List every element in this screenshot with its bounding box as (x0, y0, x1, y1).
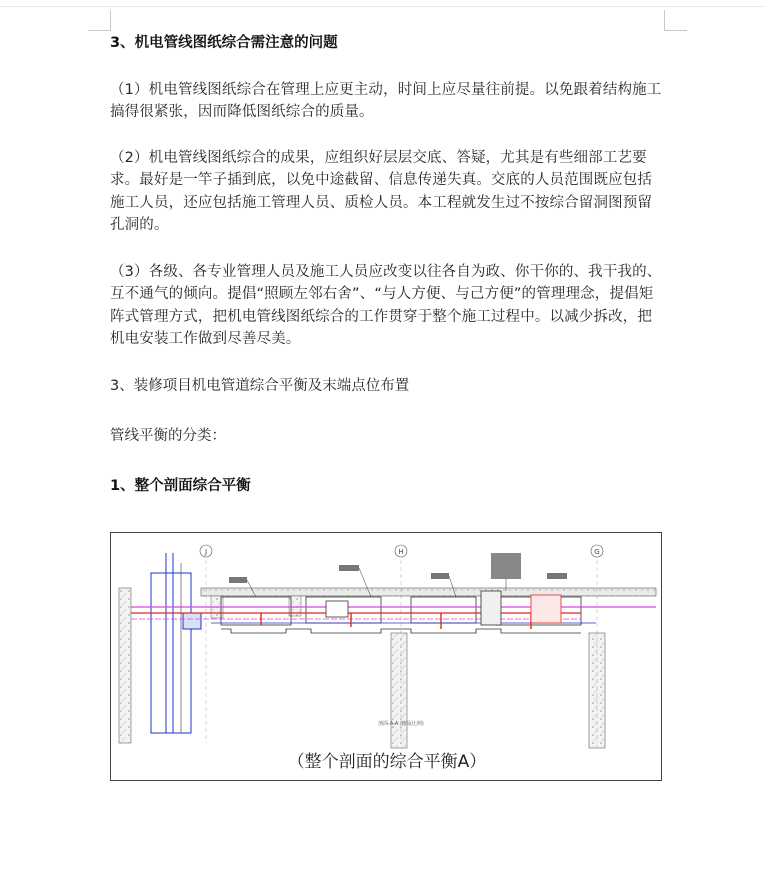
figure-caption: （整个剖面的综合平衡A） (287, 752, 487, 772)
floor-slab (201, 588, 656, 596)
section-heading: 3、机电管线图纸综合需注意的问题 (110, 35, 338, 51)
paragraph-3: （3）各级、各专业管理人员及施工人员应改变以往各自为政、你干你的、我干我的、互不通气的倾向。提倡“照顾左邻右舍”、“与人方便、与己方便”的管理理念，提倡矩阵式管理方式，把机电管线图纸综合的工作贯穿于整个施工过程中。以减少拆改，把机电安装工作做到尽善尽美。 (110, 264, 662, 347)
axis-label-j: J (204, 548, 208, 556)
section-drawing (111, 533, 662, 781)
tag-4 (491, 553, 521, 579)
riser-equipment (183, 613, 201, 629)
equipment-2 (481, 591, 501, 625)
tag-5 (547, 573, 567, 579)
subsection-heading: 1、整个剖面综合平衡 (110, 478, 251, 494)
equipment-1 (326, 601, 348, 617)
tag-2 (339, 565, 359, 571)
section-subheading: 3、装修项目机电管道综合平衡及末端点位布置 (110, 378, 410, 394)
drawing-note: 剖面-A-A 剖面(比例) (378, 721, 424, 727)
riser-shaft (151, 573, 191, 733)
page-top-rule (0, 6, 766, 7)
tag-1 (229, 577, 247, 583)
equipment-3 (531, 595, 561, 623)
section-drawing-figure (110, 532, 662, 781)
duct-1 (221, 597, 291, 625)
column-left (119, 588, 131, 743)
column-mid (391, 633, 407, 748)
tag-3 (431, 573, 449, 579)
classification-line: 管线平衡的分类： (110, 428, 226, 444)
paragraph-1: （1）机电管线图纸综合在管理上应更主动，时间上应尽量往前提。以免跟着结构施工搞得很紧张，因而降低图纸综合的质量。 (110, 82, 662, 121)
axis-label-g: G (594, 548, 600, 556)
page-margin-corner-right (664, 10, 687, 31)
page-margin-corner-left (88, 10, 111, 31)
paragraph-2: （2）机电管线图纸综合的成果，应组织好层层交底、答疑，尤其是有些细部工艺要求。最好是一竿子插到底，以免中途截留、信息传递失真。交底的人员范围既应包括施工人员，还应包括施工管理人员、质检人员。本工程就发生过不按综合留洞图预留孔洞的。 (110, 150, 653, 233)
axis-label-h: H (398, 548, 404, 556)
